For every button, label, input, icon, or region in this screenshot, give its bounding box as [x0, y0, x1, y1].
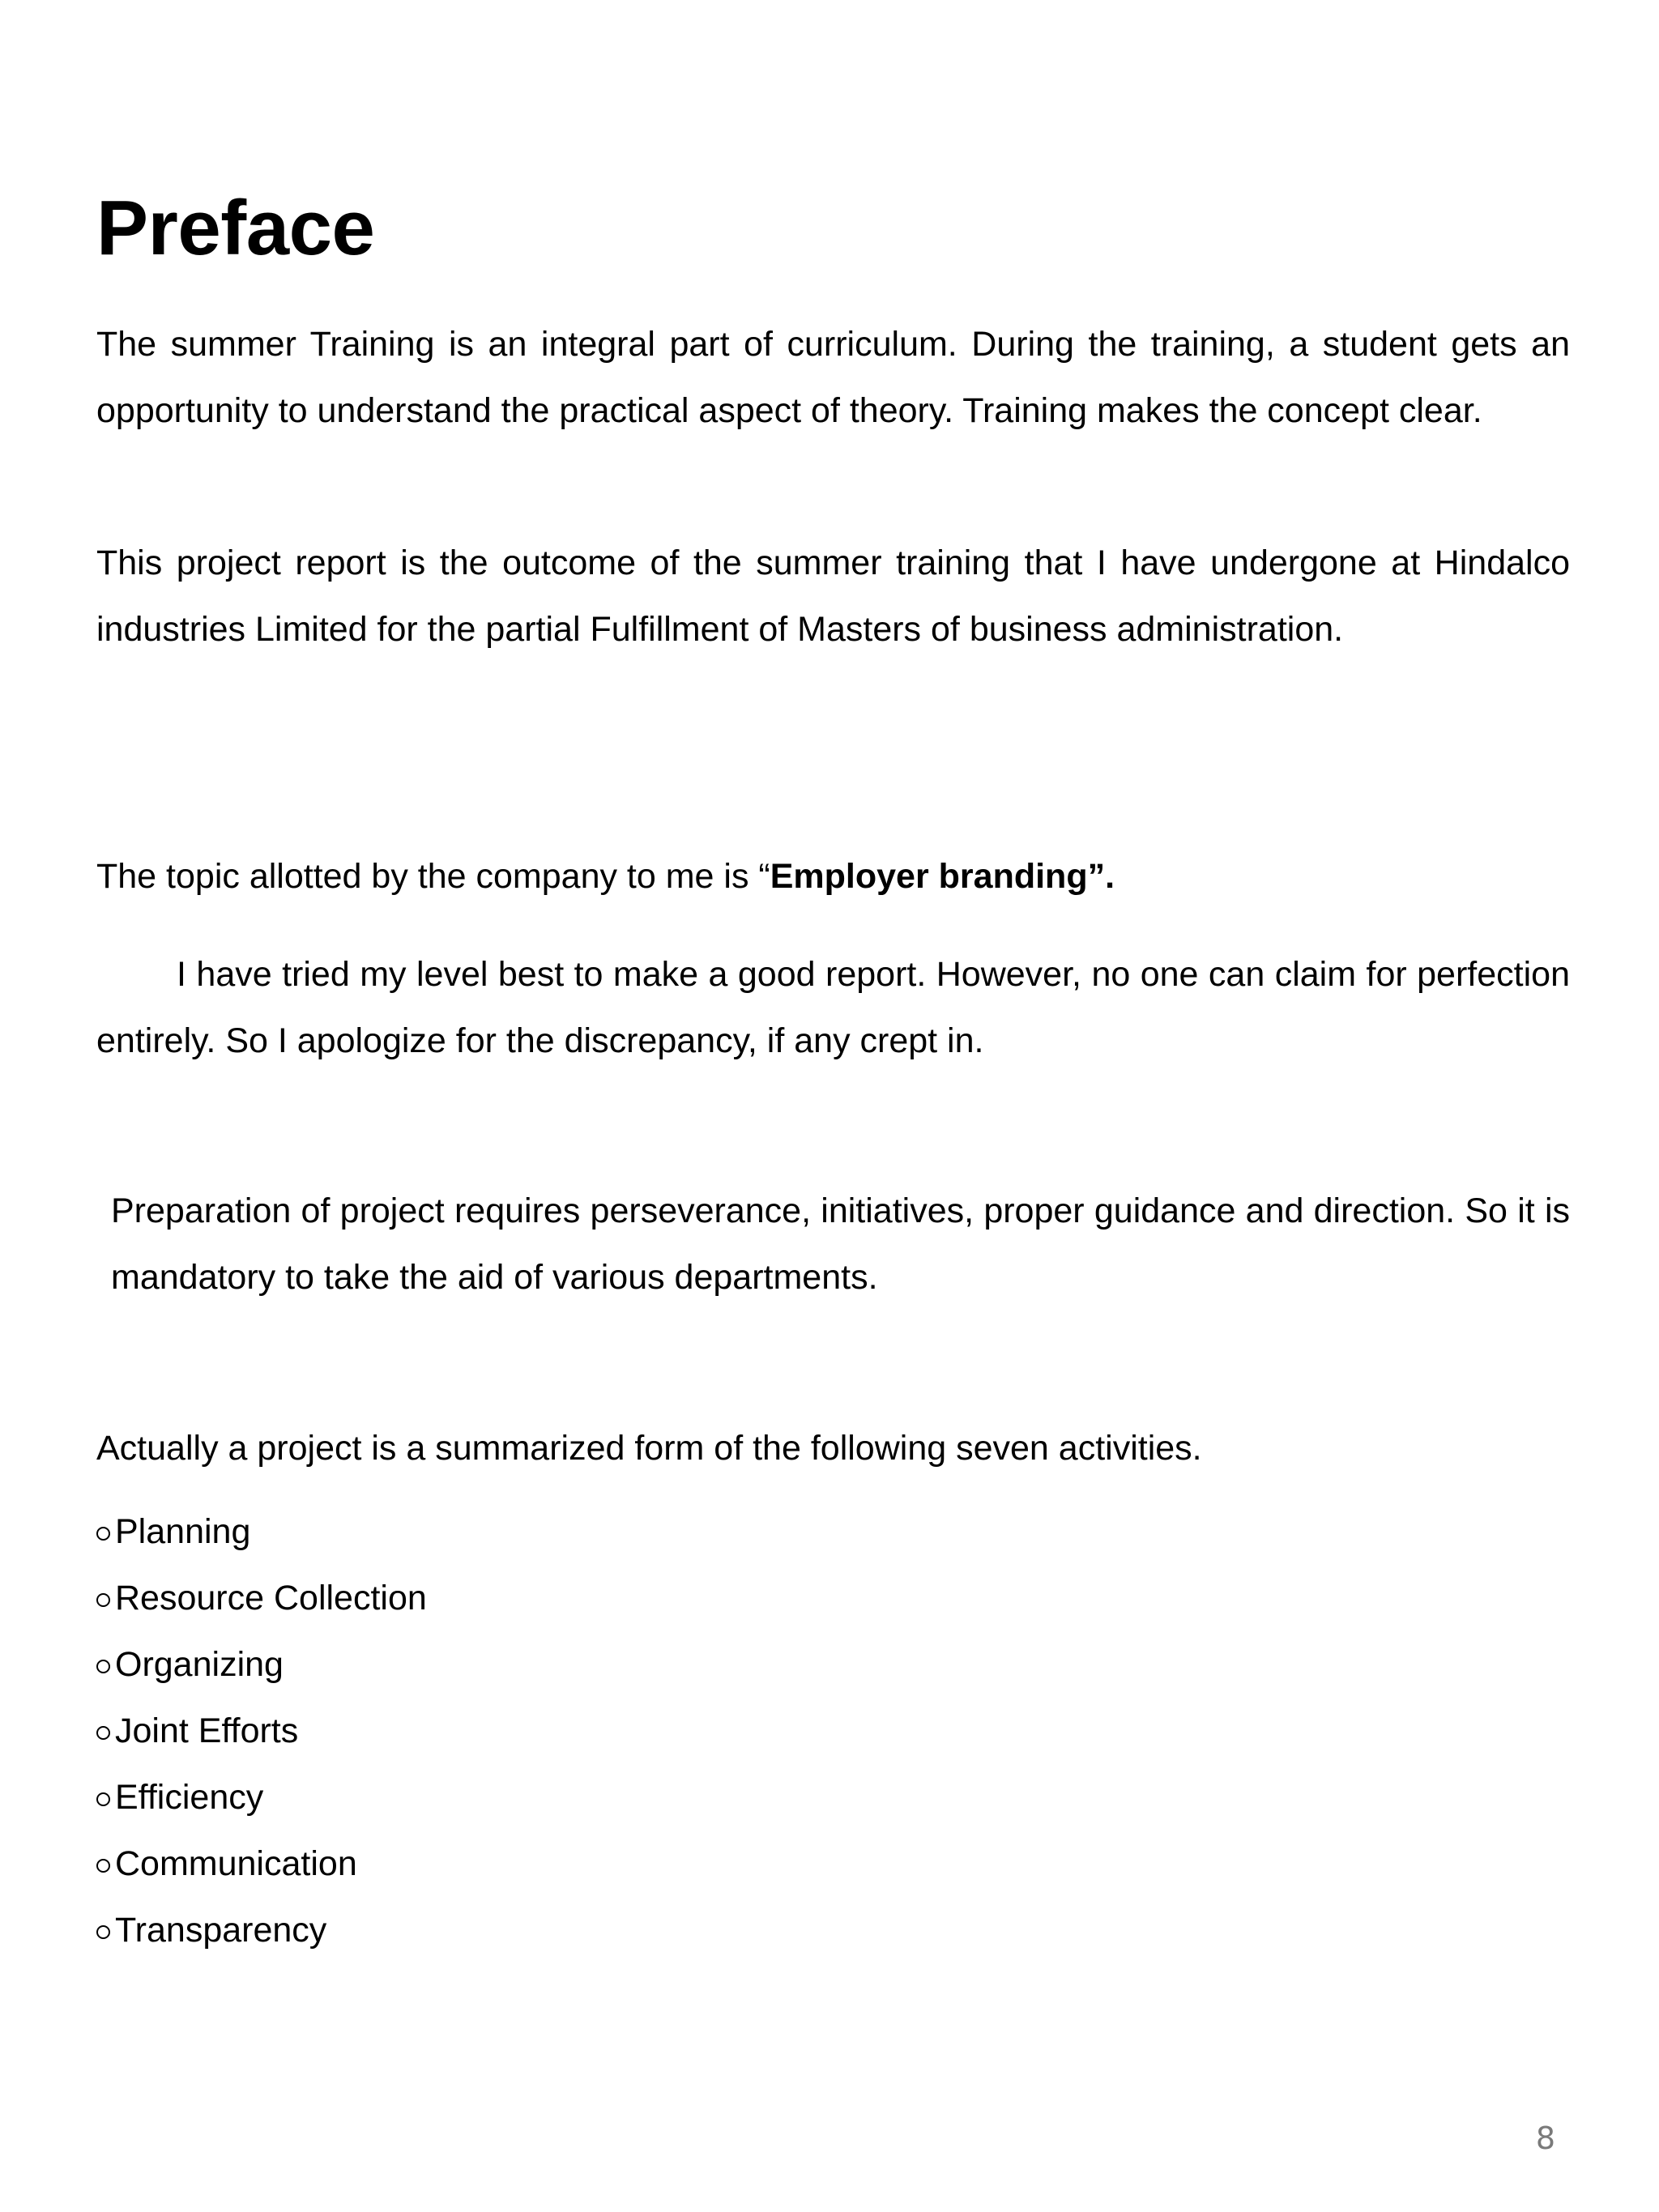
list-item-label: Resource Collection	[115, 1579, 427, 1617]
circle-bullet-icon	[96, 1792, 110, 1806]
list-item-label: Transparency	[115, 1911, 327, 1950]
circle-bullet-icon	[96, 1527, 110, 1541]
list-item	[96, 1498, 427, 1565]
topic-name: Employer branding”.	[770, 857, 1115, 896]
circle-bullet-icon	[96, 1859, 110, 1873]
paragraph-preparation: Preparation of project requires perseverance, initiatives, proper guidance and direction. So it is mandatory to take the aid of various departments.	[111, 1191, 1570, 1297]
paragraph-topic	[96, 843, 1570, 910]
list-item-label: Organizing	[115, 1645, 284, 1684]
list-item	[96, 1831, 427, 1897]
circle-bullet-icon	[96, 1726, 110, 1740]
paragraph-training-intro: The summer Training is an integral part of curriculum. During the training, a student gets an opportunity to understand the practical aspect of theory. Training makes the concept clear.	[96, 325, 1570, 430]
circle-bullet-icon	[96, 1925, 110, 1939]
paragraph-apology: I have tried my level best to make a good report. However, no one can claim for perfection entirely. So I apologize for the discrepancy, if any crept in.	[96, 955, 1570, 1060]
paragraph-activities-intro: Actually a project is a summarized form of the following seven activities.	[96, 1429, 1202, 1468]
page-number: 8	[1535, 2120, 1555, 2156]
list-item	[96, 1631, 427, 1698]
circle-bullet-icon	[96, 1660, 110, 1673]
list-item	[96, 1565, 427, 1631]
list-item	[96, 1764, 427, 1831]
list-item	[96, 1698, 427, 1764]
page-title: Preface	[96, 185, 375, 271]
list-item-label: Communication	[115, 1844, 357, 1883]
list-item	[96, 1897, 427, 1963]
list-item-label: Efficiency	[115, 1778, 264, 1817]
circle-bullet-icon	[96, 1593, 110, 1607]
activities-list	[96, 1498, 427, 1963]
topic-prefix: The topic allotted by the company to me is “	[96, 857, 770, 896]
list-item-label: Planning	[115, 1512, 251, 1551]
paragraph-project-outcome: This project report is the outcome of the summer training that I have undergone at Hindalco industries Limited for the partial Fulfillment of Masters of business administration.	[96, 543, 1570, 649]
list-item-label: Joint Efforts	[115, 1711, 299, 1750]
